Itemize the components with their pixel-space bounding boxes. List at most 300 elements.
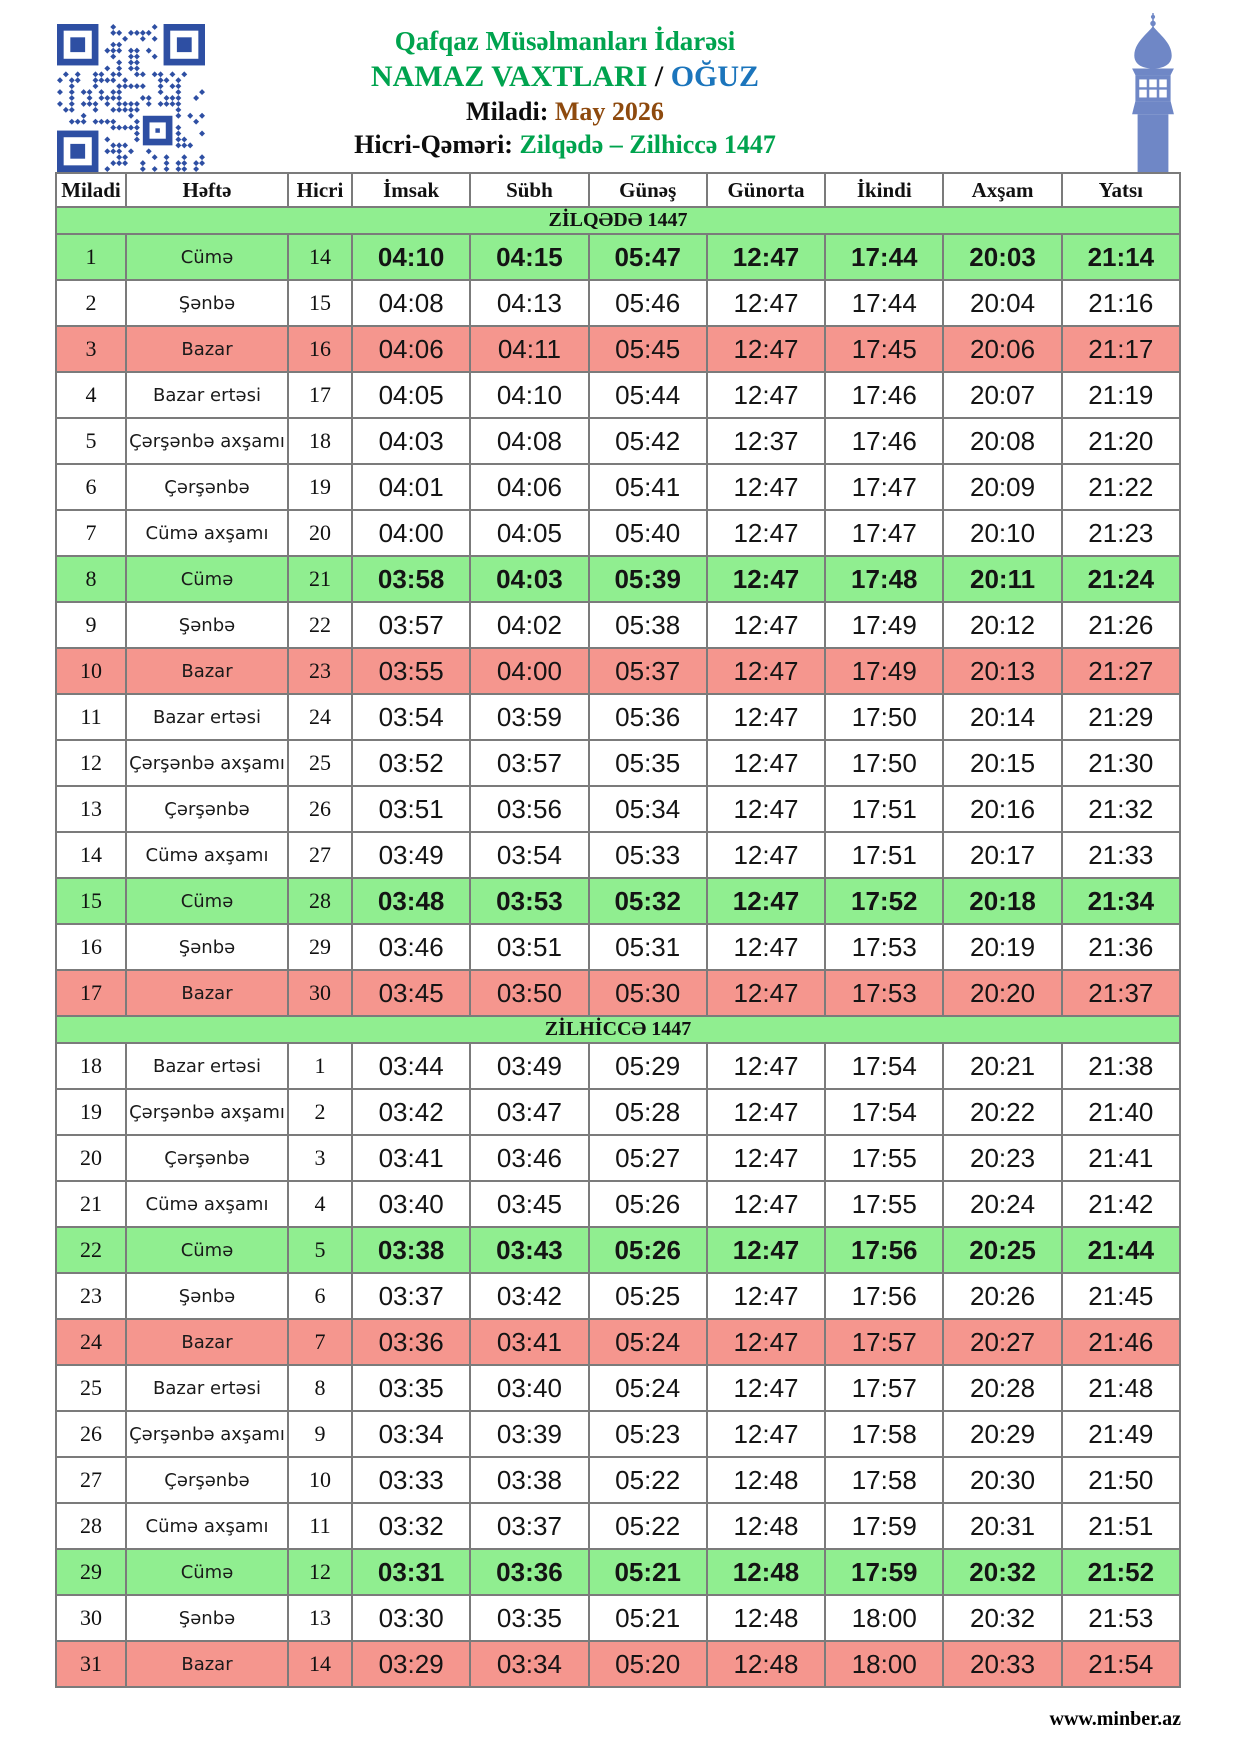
time-axşam: 20:18	[943, 878, 1061, 924]
time-sübh: 03:59	[470, 694, 588, 740]
weekday-name: Bazar ertəsi	[126, 1365, 288, 1411]
table-row	[56, 1549, 1180, 1595]
hicri-day: 2	[288, 1089, 352, 1135]
time-günəş: 05:33	[589, 832, 707, 878]
time-yatsı: 21:19	[1062, 372, 1180, 418]
hicri-day: 14	[288, 1641, 352, 1687]
time-i̇msak: 03:32	[352, 1503, 470, 1549]
time-günəş: 05:32	[589, 878, 707, 924]
time-i̇kindi: 17:46	[825, 372, 943, 418]
time-yatsı: 21:44	[1062, 1227, 1180, 1273]
time-i̇kindi: 17:48	[825, 556, 943, 602]
hicri-day: 20	[288, 510, 352, 556]
time-sübh: 03:57	[470, 740, 588, 786]
miladi-line	[55, 95, 1075, 128]
time-i̇msak: 03:58	[352, 556, 470, 602]
time-sübh: 04:13	[470, 280, 588, 326]
time-sübh: 04:00	[470, 648, 588, 694]
table-row	[56, 786, 1180, 832]
time-axşam: 20:29	[943, 1411, 1061, 1457]
time-yatsı: 21:53	[1062, 1595, 1180, 1641]
time-günorta: 12:47	[707, 1135, 825, 1181]
time-günəş: 05:40	[589, 510, 707, 556]
time-axşam: 20:10	[943, 510, 1061, 556]
weekday-name: Cümə	[126, 556, 288, 602]
time-günəş: 05:21	[589, 1595, 707, 1641]
time-sübh: 03:50	[470, 970, 588, 1016]
time-günorta: 12:47	[707, 602, 825, 648]
time-günəş: 05:44	[589, 372, 707, 418]
hicri-day: 7	[288, 1319, 352, 1365]
hicri-day: 11	[288, 1503, 352, 1549]
time-yatsı: 21:16	[1062, 280, 1180, 326]
time-axşam: 20:19	[943, 924, 1061, 970]
weekday-name: Şənbə	[126, 924, 288, 970]
time-axşam: 20:14	[943, 694, 1061, 740]
time-sübh: 03:41	[470, 1319, 588, 1365]
time-i̇msak: 03:37	[352, 1273, 470, 1319]
time-günorta: 12:47	[707, 786, 825, 832]
miladi-day: 17	[56, 970, 126, 1016]
miladi-day: 27	[56, 1457, 126, 1503]
time-i̇kindi: 17:58	[825, 1411, 943, 1457]
time-i̇msak: 03:45	[352, 970, 470, 1016]
time-günəş: 05:36	[589, 694, 707, 740]
time-yatsı: 21:27	[1062, 648, 1180, 694]
weekday-name: Bazar ertəsi	[126, 1043, 288, 1089]
time-sübh: 03:38	[470, 1457, 588, 1503]
time-sübh: 03:49	[470, 1043, 588, 1089]
time-sübh: 04:03	[470, 556, 588, 602]
time-axşam: 20:08	[943, 418, 1061, 464]
weekday-name: Bazar	[126, 1641, 288, 1687]
column-header-hicri: Hicri	[288, 173, 352, 207]
time-yatsı: 21:52	[1062, 1549, 1180, 1595]
weekday-name: Bazar	[126, 970, 288, 1016]
weekday-name: Bazar ertəsi	[126, 372, 288, 418]
time-günorta: 12:48	[707, 1641, 825, 1687]
time-i̇kindi: 17:54	[825, 1043, 943, 1089]
time-günorta: 12:47	[707, 924, 825, 970]
time-sübh: 03:36	[470, 1549, 588, 1595]
time-yatsı: 21:37	[1062, 970, 1180, 1016]
time-sübh: 04:11	[470, 326, 588, 372]
time-günəş: 05:24	[589, 1365, 707, 1411]
hicri-day: 23	[288, 648, 352, 694]
time-i̇kindi: 17:49	[825, 602, 943, 648]
minaret-icon	[1120, 12, 1186, 186]
time-axşam: 20:32	[943, 1595, 1061, 1641]
table-row	[56, 1319, 1180, 1365]
time-i̇kindi: 17:49	[825, 648, 943, 694]
table-row	[56, 740, 1180, 786]
miladi-day: 10	[56, 648, 126, 694]
weekday-name: Bazar ertəsi	[126, 694, 288, 740]
time-axşam: 20:21	[943, 1043, 1061, 1089]
table-row	[56, 280, 1180, 326]
weekday-name: Çərşənbə	[126, 786, 288, 832]
time-sübh: 03:56	[470, 786, 588, 832]
time-günəş: 05:41	[589, 464, 707, 510]
table-row	[56, 602, 1180, 648]
time-günəş: 05:29	[589, 1043, 707, 1089]
hicri-day: 6	[288, 1273, 352, 1319]
time-axşam: 20:30	[943, 1457, 1061, 1503]
time-günorta: 12:47	[707, 1319, 825, 1365]
weekday-name: Bazar	[126, 648, 288, 694]
time-i̇msak: 03:55	[352, 648, 470, 694]
column-header-axşam: Axşam	[943, 173, 1061, 207]
time-i̇msak: 04:00	[352, 510, 470, 556]
table-row	[56, 1273, 1180, 1319]
website-url: www.minber.az	[1049, 1708, 1181, 1730]
time-günəş: 05:38	[589, 602, 707, 648]
hicri-day: 28	[288, 878, 352, 924]
time-axşam: 20:23	[943, 1135, 1061, 1181]
time-günəş: 05:28	[589, 1089, 707, 1135]
time-günəş: 05:24	[589, 1319, 707, 1365]
miladi-day: 23	[56, 1273, 126, 1319]
time-i̇msak: 03:54	[352, 694, 470, 740]
time-axşam: 20:04	[943, 280, 1061, 326]
time-sübh: 03:35	[470, 1595, 588, 1641]
time-i̇kindi: 17:47	[825, 464, 943, 510]
time-axşam: 20:27	[943, 1319, 1061, 1365]
time-yatsı: 21:32	[1062, 786, 1180, 832]
time-i̇kindi: 17:52	[825, 878, 943, 924]
time-i̇msak: 04:01	[352, 464, 470, 510]
time-axşam: 20:22	[943, 1089, 1061, 1135]
hicri-day: 27	[288, 832, 352, 878]
section-title: ZİLQƏDƏ 1447	[56, 207, 1180, 234]
time-günəş: 05:26	[589, 1181, 707, 1227]
time-günorta: 12:48	[707, 1503, 825, 1549]
column-header-miladi: Miladi	[56, 173, 126, 207]
time-sübh: 03:54	[470, 832, 588, 878]
time-günorta: 12:47	[707, 694, 825, 740]
table-row	[56, 326, 1180, 372]
time-i̇msak: 03:35	[352, 1365, 470, 1411]
time-günorta: 12:48	[707, 1457, 825, 1503]
hicri-day: 24	[288, 694, 352, 740]
org-title: Qafqaz Müsəlmanları İdarəsi	[394, 26, 736, 56]
time-i̇msak: 03:30	[352, 1595, 470, 1641]
time-i̇kindi: 17:44	[825, 234, 943, 280]
table-row	[56, 1641, 1180, 1687]
time-i̇kindi: 17:57	[825, 1319, 943, 1365]
table-row	[56, 1457, 1180, 1503]
time-axşam: 20:06	[943, 326, 1061, 372]
time-i̇kindi: 17:54	[825, 1089, 943, 1135]
weekday-name: Cümə	[126, 234, 288, 280]
miladi-day: 14	[56, 832, 126, 878]
miladi-label: Miladi:	[466, 97, 549, 126]
time-günəş: 05:37	[589, 648, 707, 694]
hicri-day: 13	[288, 1595, 352, 1641]
hicri-day: 12	[288, 1549, 352, 1595]
miladi-day: 31	[56, 1641, 126, 1687]
hicri-day: 3	[288, 1135, 352, 1181]
time-günorta: 12:47	[707, 970, 825, 1016]
time-i̇msak: 03:48	[352, 878, 470, 924]
time-sübh: 03:40	[470, 1365, 588, 1411]
time-sübh: 03:47	[470, 1089, 588, 1135]
time-günorta: 12:47	[707, 510, 825, 556]
weekday-name: Çərşənbə axşamı	[126, 418, 288, 464]
table-row	[56, 1181, 1180, 1227]
hicri-line	[55, 128, 1075, 161]
miladi-day: 9	[56, 602, 126, 648]
time-günəş: 05:31	[589, 924, 707, 970]
time-axşam: 20:13	[943, 648, 1061, 694]
time-i̇msak: 03:41	[352, 1135, 470, 1181]
hicri-day: 22	[288, 602, 352, 648]
time-i̇kindi: 17:44	[825, 280, 943, 326]
miladi-day: 20	[56, 1135, 126, 1181]
time-yatsı: 21:49	[1062, 1411, 1180, 1457]
time-günəş: 05:47	[589, 234, 707, 280]
time-günorta: 12:47	[707, 1043, 825, 1089]
time-axşam: 20:25	[943, 1227, 1061, 1273]
time-i̇msak: 03:38	[352, 1227, 470, 1273]
time-günorta: 12:48	[707, 1549, 825, 1595]
hicri-day: 25	[288, 740, 352, 786]
hicri-day: 9	[288, 1411, 352, 1457]
time-sübh: 03:39	[470, 1411, 588, 1457]
time-sübh: 03:42	[470, 1273, 588, 1319]
column-header-yatsı: Yatsı	[1062, 173, 1180, 207]
time-günəş: 05:46	[589, 280, 707, 326]
time-axşam: 20:26	[943, 1273, 1061, 1319]
time-i̇kindi: 18:00	[825, 1595, 943, 1641]
weekday-name: Bazar	[126, 326, 288, 372]
time-yatsı: 21:54	[1062, 1641, 1180, 1687]
hicri-day: 1	[288, 1043, 352, 1089]
time-i̇msak: 03:34	[352, 1411, 470, 1457]
miladi-day: 1	[56, 234, 126, 280]
table-row	[56, 832, 1180, 878]
city-name: OĞUZ	[670, 60, 760, 93]
time-yatsı: 21:24	[1062, 556, 1180, 602]
weekday-name: Çərşənbə	[126, 1135, 288, 1181]
weekday-name: Çərşənbə axşamı	[126, 1089, 288, 1135]
title-main: NAMAZ VAXTLARI	[370, 60, 648, 93]
time-yatsı: 21:38	[1062, 1043, 1180, 1089]
miladi-day: 4	[56, 372, 126, 418]
time-günəş: 05:35	[589, 740, 707, 786]
time-günəş: 05:30	[589, 970, 707, 1016]
miladi-day: 13	[56, 786, 126, 832]
time-sübh: 03:34	[470, 1641, 588, 1687]
time-günorta: 12:47	[707, 1089, 825, 1135]
time-sübh: 03:37	[470, 1503, 588, 1549]
time-i̇msak: 03:31	[352, 1549, 470, 1595]
time-günorta: 12:47	[707, 832, 825, 878]
time-sübh: 04:05	[470, 510, 588, 556]
weekday-name: Şənbə	[126, 602, 288, 648]
miladi-day: 21	[56, 1181, 126, 1227]
time-sübh: 04:02	[470, 602, 588, 648]
time-i̇msak: 03:44	[352, 1043, 470, 1089]
time-yatsı: 21:50	[1062, 1457, 1180, 1503]
time-axşam: 20:31	[943, 1503, 1061, 1549]
miladi-day: 18	[56, 1043, 126, 1089]
table-row	[56, 1135, 1180, 1181]
time-i̇kindi: 17:55	[825, 1135, 943, 1181]
time-sübh: 04:06	[470, 464, 588, 510]
weekday-name: Cümə	[126, 1227, 288, 1273]
weekday-name: Çərşənbə	[126, 1457, 288, 1503]
table-row	[56, 1043, 1180, 1089]
time-axşam: 20:20	[943, 970, 1061, 1016]
weekday-name: Çərşənbə	[126, 464, 288, 510]
time-günorta: 12:47	[707, 234, 825, 280]
time-yatsı: 21:20	[1062, 418, 1180, 464]
time-yatsı: 21:14	[1062, 234, 1180, 280]
hicri-value: Zilqədə – Zilhiccə 1447	[519, 130, 776, 159]
time-günəş: 05:22	[589, 1457, 707, 1503]
time-yatsı: 21:33	[1062, 832, 1180, 878]
time-i̇msak: 03:29	[352, 1641, 470, 1687]
miladi-day: 15	[56, 878, 126, 924]
time-günorta: 12:47	[707, 556, 825, 602]
time-i̇kindi: 17:59	[825, 1549, 943, 1595]
time-i̇msak: 03:46	[352, 924, 470, 970]
time-günorta: 12:47	[707, 280, 825, 326]
time-i̇kindi: 17:57	[825, 1365, 943, 1411]
time-i̇kindi: 17:45	[825, 326, 943, 372]
miladi-day: 25	[56, 1365, 126, 1411]
miladi-value: May 2026	[554, 97, 664, 126]
miladi-day: 16	[56, 924, 126, 970]
table-header-row	[56, 173, 1180, 207]
hicri-day: 29	[288, 924, 352, 970]
weekday-name: Cümə axşamı	[126, 510, 288, 556]
hicri-day: 19	[288, 464, 352, 510]
hicri-day: 18	[288, 418, 352, 464]
table-row	[56, 1595, 1180, 1641]
time-günəş: 05:21	[589, 1549, 707, 1595]
weekday-name: Cümə axşamı	[126, 1503, 288, 1549]
time-günəş: 05:39	[589, 556, 707, 602]
table-row	[56, 464, 1180, 510]
time-i̇msak: 04:10	[352, 234, 470, 280]
table-row	[56, 970, 1180, 1016]
time-i̇msak: 03:51	[352, 786, 470, 832]
time-axşam: 20:28	[943, 1365, 1061, 1411]
time-i̇kindi: 17:53	[825, 924, 943, 970]
table-row	[56, 510, 1180, 556]
time-i̇kindi: 17:59	[825, 1503, 943, 1549]
time-i̇msak: 03:57	[352, 602, 470, 648]
miladi-day: 24	[56, 1319, 126, 1365]
time-günorta: 12:47	[707, 1273, 825, 1319]
column-header-sübh: Sübh	[470, 173, 588, 207]
weekday-name: Cümə	[126, 878, 288, 924]
hicri-day: 26	[288, 786, 352, 832]
time-günəş: 05:27	[589, 1135, 707, 1181]
time-i̇msak: 03:49	[352, 832, 470, 878]
weekday-name: Bazar	[126, 1319, 288, 1365]
miladi-day: 30	[56, 1595, 126, 1641]
time-i̇kindi: 17:51	[825, 786, 943, 832]
time-yatsı: 21:41	[1062, 1135, 1180, 1181]
hicri-day: 16	[288, 326, 352, 372]
title-separator: /	[654, 60, 664, 93]
table-row	[56, 556, 1180, 602]
time-i̇msak: 03:33	[352, 1457, 470, 1503]
time-yatsı: 21:36	[1062, 924, 1180, 970]
time-günorta: 12:47	[707, 1227, 825, 1273]
miladi-day: 2	[56, 280, 126, 326]
time-i̇msak: 03:36	[352, 1319, 470, 1365]
time-günorta: 12:37	[707, 418, 825, 464]
time-yatsı: 21:34	[1062, 878, 1180, 924]
time-günorta: 12:47	[707, 648, 825, 694]
column-header-i̇msak: İmsak	[352, 173, 470, 207]
time-günəş: 05:20	[589, 1641, 707, 1687]
time-sübh: 03:43	[470, 1227, 588, 1273]
time-günorta: 12:47	[707, 1365, 825, 1411]
time-i̇kindi: 17:51	[825, 832, 943, 878]
miladi-day: 28	[56, 1503, 126, 1549]
section-header-row	[56, 207, 1180, 234]
weekday-name: Çərşənbə axşamı	[126, 1411, 288, 1457]
time-i̇kindi: 17:56	[825, 1227, 943, 1273]
weekday-name: Şənbə	[126, 1595, 288, 1641]
time-sübh: 04:15	[470, 234, 588, 280]
miladi-day: 7	[56, 510, 126, 556]
weekday-name: Şənbə	[126, 280, 288, 326]
time-axşam: 20:12	[943, 602, 1061, 648]
time-axşam: 20:11	[943, 556, 1061, 602]
table-row	[56, 924, 1180, 970]
time-günorta: 12:47	[707, 740, 825, 786]
hicri-day: 15	[288, 280, 352, 326]
weekday-name: Cümə axşamı	[126, 832, 288, 878]
header-titles	[55, 24, 1075, 161]
hicri-day: 30	[288, 970, 352, 1016]
table-row	[56, 1365, 1180, 1411]
time-yatsı: 21:22	[1062, 464, 1180, 510]
time-sübh: 03:51	[470, 924, 588, 970]
time-günorta: 12:47	[707, 1181, 825, 1227]
table-row	[56, 648, 1180, 694]
time-i̇msak: 04:03	[352, 418, 470, 464]
time-günorta: 12:47	[707, 326, 825, 372]
time-i̇kindi: 18:00	[825, 1641, 943, 1687]
time-yatsı: 21:48	[1062, 1365, 1180, 1411]
table-row	[56, 1411, 1180, 1457]
hicri-day: 4	[288, 1181, 352, 1227]
hicri-label: Hicri-Qəməri:	[354, 130, 513, 159]
time-axşam: 20:32	[943, 1549, 1061, 1595]
miladi-day: 26	[56, 1411, 126, 1457]
time-yatsı: 21:51	[1062, 1503, 1180, 1549]
time-axşam: 20:15	[943, 740, 1061, 786]
time-i̇msak: 04:06	[352, 326, 470, 372]
table-row	[56, 418, 1180, 464]
miladi-day: 6	[56, 464, 126, 510]
time-günəş: 05:42	[589, 418, 707, 464]
weekday-name: Cümə axşamı	[126, 1181, 288, 1227]
time-günorta: 12:47	[707, 878, 825, 924]
miladi-day: 19	[56, 1089, 126, 1135]
time-sübh: 03:53	[470, 878, 588, 924]
miladi-day: 8	[56, 556, 126, 602]
weekday-name: Çərşənbə axşamı	[126, 740, 288, 786]
time-günorta: 12:47	[707, 464, 825, 510]
